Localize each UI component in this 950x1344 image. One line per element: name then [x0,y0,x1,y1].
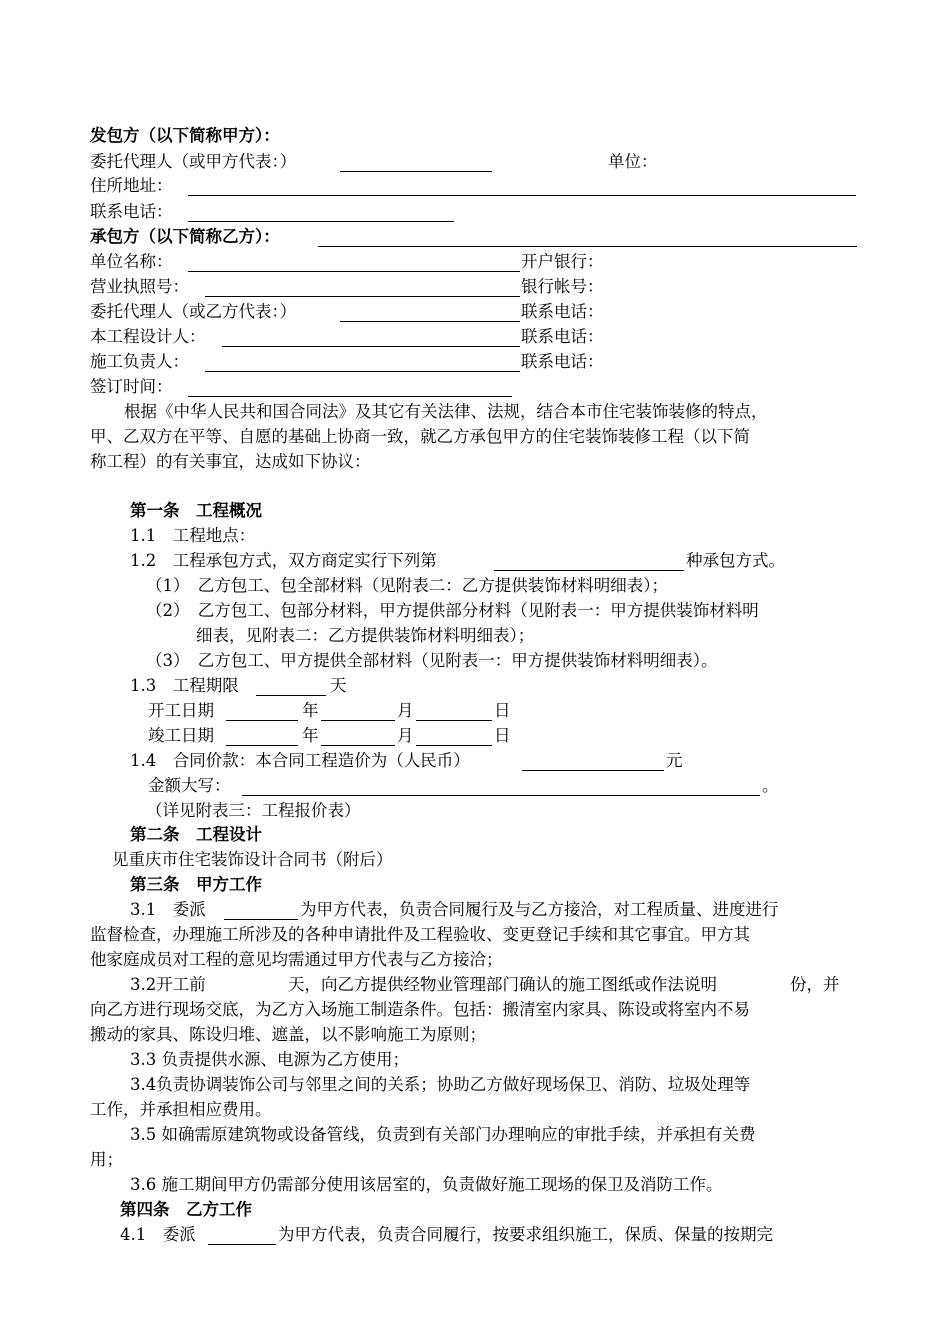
clause-3-2-line-3: 搬动的家具、陈设归堆、遮盖，以不影响施工为原则； [90,1025,486,1044]
option-2-line-2: 细表，见附表二：乙方提供装饰材料明细表）； [196,626,535,645]
option-1: （1） 乙方包工、包全部材料（见附表二：乙方提供装饰材料明细表）； [146,576,668,595]
sign-time-blank[interactable] [188,378,512,397]
clause-3-1-start: 3.1 委派 [130,900,206,919]
clause-4-1-start: 4.1 委派 [120,1225,196,1244]
duration-days-blank[interactable] [256,677,326,696]
article-4-heading: 第四条 乙方工作 [120,1200,252,1219]
see-table-note: （详见附表三：工程报价表） [146,801,361,820]
party-b-license-blank[interactable] [205,278,520,297]
party-b-rep-blank[interactable] [208,1226,276,1245]
clause-3-2-end: 份，并 [790,975,840,994]
start-day-unit: 日 [494,701,511,720]
party-b-agent-phone-label: 联系电话： [521,302,604,321]
article-1-heading: 第一条 工程概况 [130,501,262,520]
clause-3-2-start: 3.2开工前 [130,975,206,994]
amount-words-blank[interactable] [242,777,760,796]
party-b-title-blank[interactable] [318,228,857,247]
party-b-foreman-blank[interactable] [205,353,520,372]
clause-3-4-line-2: 工作，并承担相应费用。 [90,1100,272,1119]
preamble-line-3: 称工程）的有关事宜，达成如下协议： [90,452,371,471]
start-date-label: 开工日期 [148,701,214,720]
contract-type-blank[interactable] [494,552,684,571]
party-b-designer-label: 本工程设计人： [90,327,206,346]
start-year-blank[interactable] [226,702,298,721]
clause-3-3: 3.3 负责提供水源、电源为乙方使用； [130,1050,409,1069]
end-month-unit: 月 [397,726,414,745]
clause-3-6: 3.6 施工期间甲方仍需部分使用该居室的，负责做好施工现场的保卫及消防工作。 [130,1175,723,1194]
party-b-bank-label: 开户银行： [521,252,604,271]
end-day-blank[interactable] [416,727,492,746]
party-a-address-label: 住所地址： [90,176,173,195]
party-b-unit-name-blank[interactable] [188,253,520,272]
clause-3-1-line-2: 监督检查，办理施工所涉及的各种申请批件及工程验收、变更登记手续和其它事宜。甲方其 [90,925,750,944]
end-year-blank[interactable] [226,727,298,746]
clause-1-2-text: 1.2 工程承包方式，双方商定实行下列第 [130,551,437,570]
party-b-unit-name-label: 单位名称： [90,252,173,271]
end-day-unit: 日 [494,726,511,745]
clause-3-1-rest: 为甲方代表，负责合同履行及与乙方接洽，对工程质量、进度进行 [300,900,779,919]
article-2-heading: 第二条 工程设计 [130,825,262,844]
preamble-line-1: 根据《中华人民共和国合同法》及其它有关法律、法规，结合本市住宅装饰装修的特点， [124,402,768,421]
clause-3-1-line-3: 他家庭成员对工程的意见均需通过甲方代表与乙方接洽； [90,950,503,969]
end-month-blank[interactable] [321,727,395,746]
party-b-title: 承包方（以下简称乙方）： [90,227,280,246]
article-3-heading: 第三条 甲方工作 [130,875,262,894]
party-b-account-label: 银行帐号： [521,277,604,296]
party-a-rep-blank[interactable] [224,901,298,920]
amount-period: 。 [762,776,779,795]
option-3: （3） 乙方包工、甲方提供全部材料（见附表一：甲方提供装饰材料明细表）。 [146,651,718,670]
party-a-address-blank[interactable] [188,177,856,196]
clause-1-3: 1.3 工程期限 [130,676,239,695]
start-day-blank[interactable] [416,702,492,721]
option-2-line-1: （2） 乙方包工、包部分材料，甲方提供部分材料（见附表一：甲方提供装饰材料明 [146,601,759,620]
party-a-agent-label: 委托代理人（或甲方代表：） [90,152,297,171]
yuan-unit: 元 [666,751,683,770]
clause-3-5-line-2: 用； [90,1150,123,1169]
clause-1-2-suffix: 种承包方式。 [686,551,785,570]
party-b-agent-label: 委托代理人（或乙方代表：） [90,302,297,321]
party-b-designer-blank[interactable] [222,328,520,347]
party-a-phone-label: 联系电话： [90,202,173,221]
party-b-license-label: 营业执照号： [90,277,189,296]
start-month-blank[interactable] [321,702,395,721]
clause-4-1-rest: 为甲方代表，负责合同履行，按要求组织施工，保质、保量的按期完 [278,1225,773,1244]
days-unit: 天 [330,676,347,695]
clause-3-2-line-2: 向乙方进行现场交底，为乙方入场施工制造条件。包括：搬清室内家具、陈设或将室内不易 [90,1000,750,1019]
clause-1-1: 1.1 工程地点： [130,526,256,545]
start-year-unit: 年 [302,701,319,720]
article-2-text: 见重庆市住宅装饰设计合同书（附后） [112,850,393,869]
sign-time-label: 签订时间： [90,377,173,396]
party-a-phone-blank[interactable] [188,203,454,222]
party-b-foreman-phone-label: 联系电话： [521,352,604,371]
end-date-label: 竣工日期 [148,726,214,745]
party-a-agent-blank[interactable] [340,153,492,172]
preamble-line-2: 甲、乙双方在平等、自愿的基础上协商一致，就乙方承包甲方的住宅装饰装修工程（以下简 [90,427,750,446]
amount-words-label: 金额大写： [148,776,231,795]
clause-3-4-line-1: 3.4负责协调装饰公司与邻里之间的关系；协助乙方做好现场保卫、消防、垃圾处理等 [130,1075,751,1094]
party-a-title: 发包方（以下简称甲方）： [90,126,280,145]
party-a-unit-label: 单位： [608,152,658,171]
party-b-designer-phone-label: 联系电话： [521,327,604,346]
contract-price-blank[interactable] [522,752,664,771]
party-b-foreman-label: 施工负责人： [90,352,189,371]
end-year-unit: 年 [302,726,319,745]
party-b-agent-blank[interactable] [340,303,520,322]
clause-3-2-mid: 天，向乙方提供经物业管理部门确认的施工图纸或作法说明 [288,975,717,994]
clause-3-5-line-1: 3.5 如确需原建筑物或设备管线，负责到有关部门办理响应的审批手续，并承担有关费 [130,1125,756,1144]
start-month-unit: 月 [397,701,414,720]
clause-1-4: 1.4 合同价款：本合同工程造价为（人民币） [130,751,470,770]
